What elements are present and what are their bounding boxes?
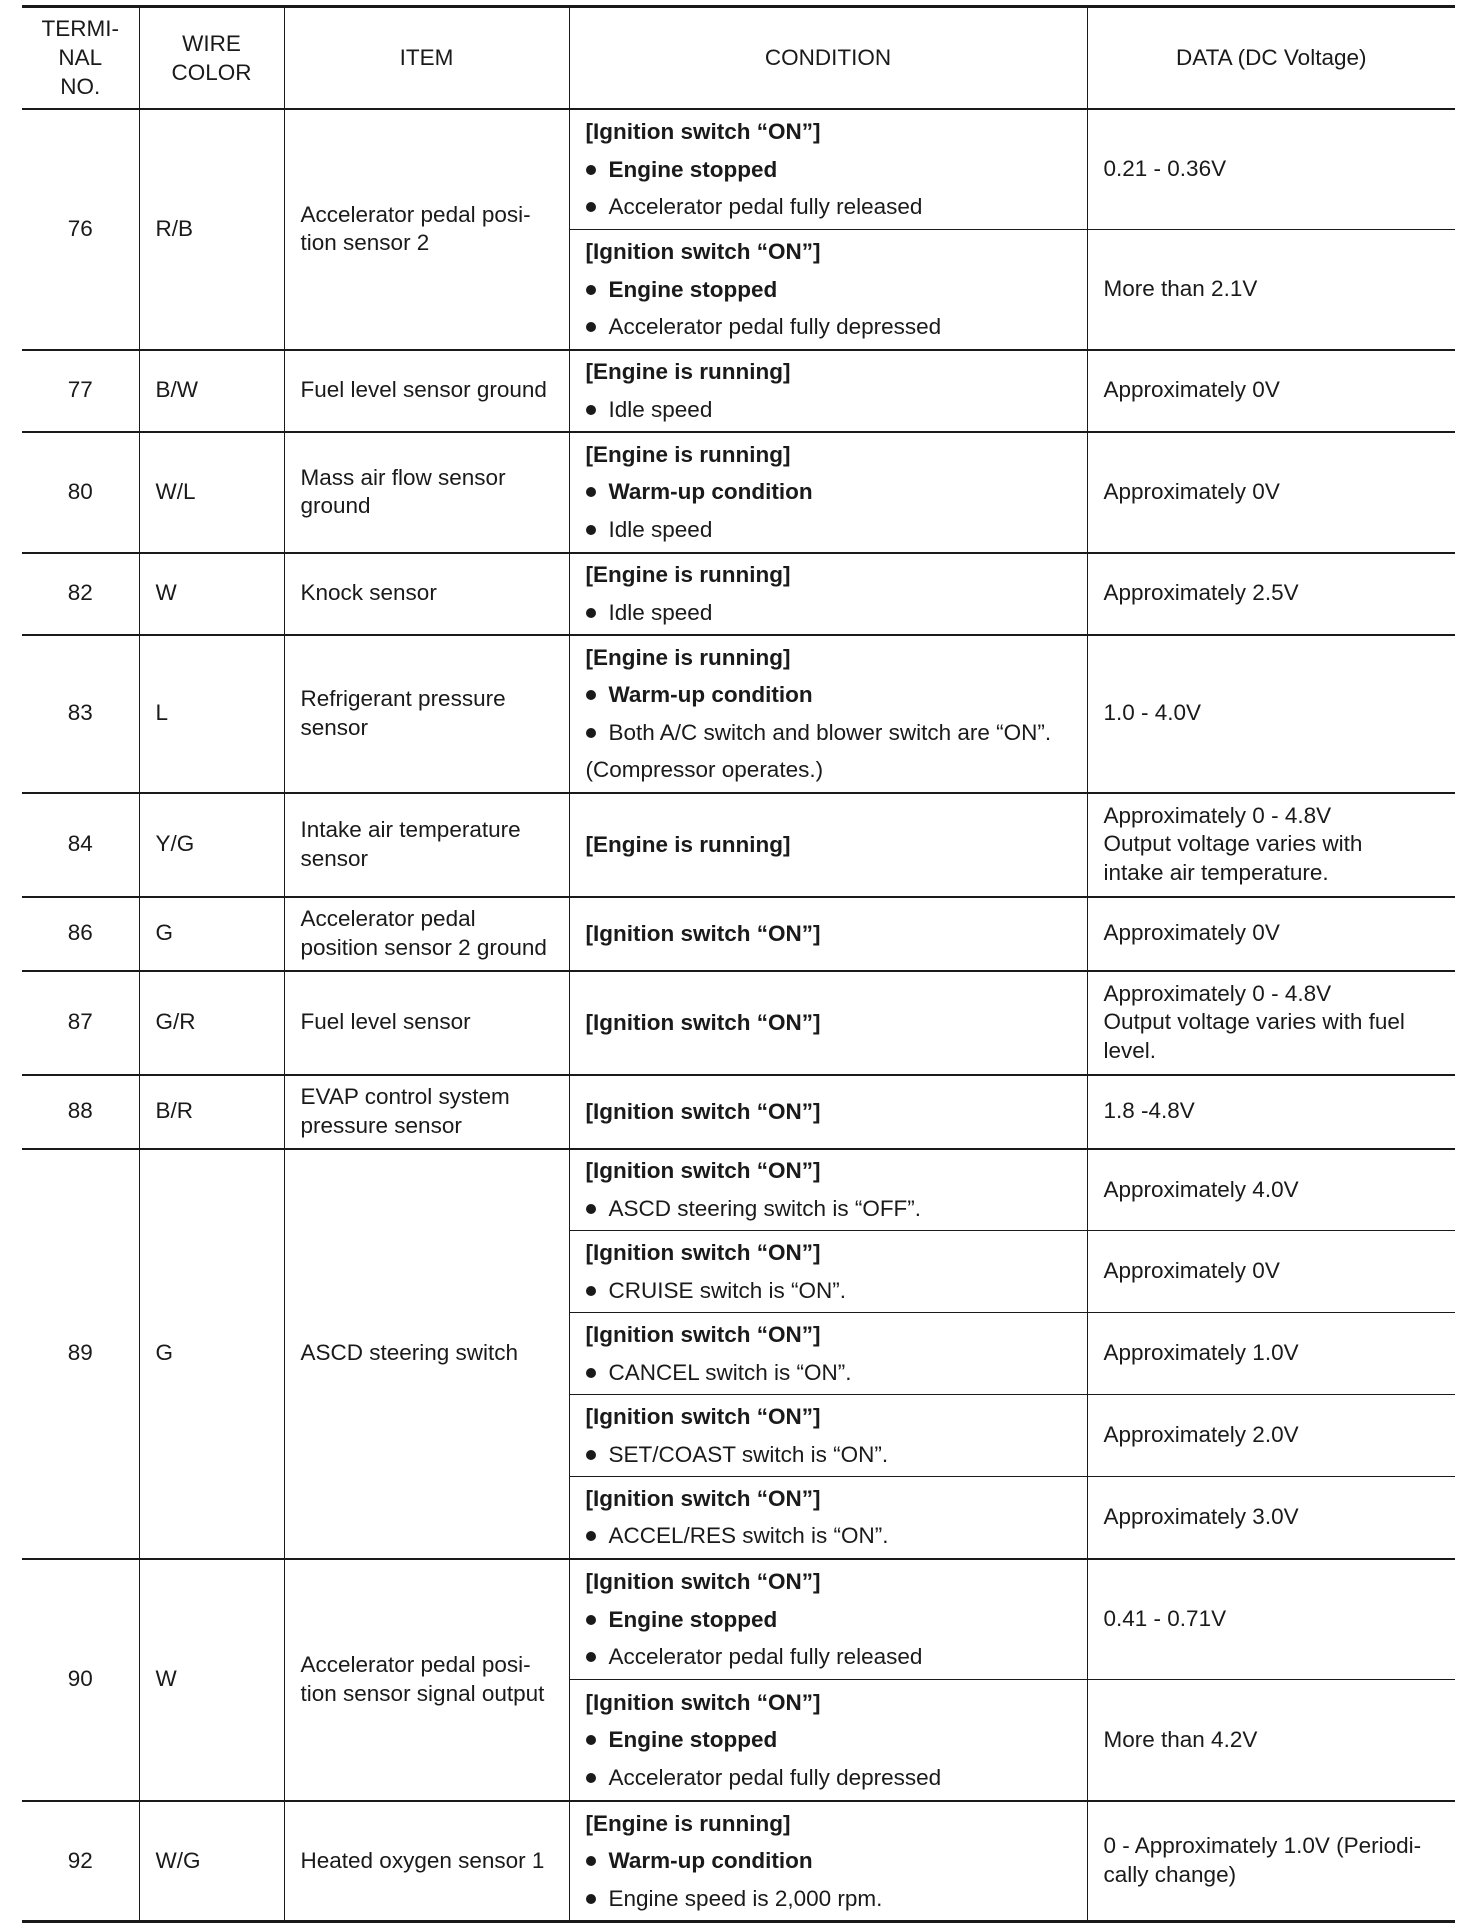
header-item: ITEM [284, 7, 569, 109]
item-line: Mass air flow sensor [300, 464, 506, 490]
bullet-dot-icon [586, 1450, 596, 1460]
item-line: Heated oxygen sensor 1 [300, 1847, 545, 1873]
data-line: Approximately 3.0V [1103, 1504, 1299, 1529]
condition-cell [569, 635, 1087, 793]
item-cell [284, 432, 569, 553]
condition-cell [569, 1313, 1087, 1395]
condition-cell [569, 1231, 1087, 1313]
condition-bullet [586, 1601, 1071, 1639]
item-line: EVAP control system [300, 1084, 510, 1109]
item-cell [284, 350, 569, 432]
condition-text: Warm-up condition [608, 479, 813, 505]
data-line: Approximately 0V [1103, 920, 1280, 946]
condition-text: Engine speed is 2,000 rpm. [608, 1885, 883, 1911]
data-voltage-cell [1087, 1395, 1455, 1477]
condition-cell [569, 1477, 1087, 1559]
table-row [22, 635, 1455, 793]
condition-header: [Ignition switch “ON”] [585, 920, 821, 946]
condition-cell [569, 1395, 1087, 1477]
data-line: cally change) [1103, 1861, 1237, 1887]
data-line: 1.0 - 4.0V [1103, 700, 1202, 726]
condition-bullet [586, 1354, 1071, 1392]
terminal-no-cell: 87 [22, 971, 139, 1075]
condition-text: ACCEL/RES switch is “ON”. [608, 1523, 889, 1549]
condition-text: Warm-up condition [608, 682, 813, 707]
bullet-dot-icon [586, 322, 596, 332]
bullet-dot-icon [586, 165, 596, 175]
condition-text: Both A/C switch and blower switch are “ON”. [608, 719, 1052, 745]
data-line: 1.8 -4.8V [1103, 1098, 1195, 1124]
table-row [22, 897, 1455, 971]
data-voltage-cell [1087, 1075, 1455, 1149]
item-line: ground [300, 493, 371, 518]
terminal-no-cell: 86 [22, 897, 139, 971]
bullet-dot-icon [586, 1856, 596, 1866]
bullet-dot-icon [586, 728, 596, 738]
wire-color-cell: G [139, 897, 284, 971]
data-line: Approximately 2.5V [1103, 580, 1299, 606]
condition-bullet [586, 1880, 1071, 1918]
condition-cell [569, 897, 1087, 971]
condition-cell [569, 1801, 1087, 1922]
data-line: intake air temperature. [1103, 859, 1329, 885]
data-voltage-cell [1087, 1149, 1455, 1231]
condition-cell [569, 793, 1087, 897]
item-line: sensor [300, 714, 369, 740]
table-row [22, 109, 1455, 230]
item-line: tion sensor signal output [300, 1680, 545, 1706]
condition-bullet [586, 188, 1071, 226]
item-cell [284, 635, 569, 793]
header-wire-color: WIRE COLOR [139, 7, 284, 109]
condition-header: [Ignition switch “ON”] [585, 1485, 821, 1511]
wire-color-cell: Y/G [139, 793, 284, 897]
data-voltage-cell [1087, 1231, 1455, 1313]
condition-cell [569, 1680, 1087, 1801]
terminal-no-cell: 92 [22, 1801, 139, 1922]
condition-text: Idle speed [608, 516, 713, 542]
terminal-no-cell: 82 [22, 553, 139, 635]
condition-text: SET/COAST switch is “ON”. [608, 1441, 889, 1467]
item-line: pressure sensor [300, 1112, 462, 1138]
item-line: tion sensor 2 [300, 230, 430, 255]
wire-color-cell: W/G [139, 1801, 284, 1922]
condition-header: [Ignition switch “ON”] [585, 119, 821, 144]
condition-bullet [586, 594, 1071, 632]
data-voltage-cell [1087, 553, 1455, 635]
data-voltage-cell [1087, 109, 1455, 230]
condition-header: [Ignition switch “ON”] [585, 1240, 821, 1265]
table-row [22, 1075, 1455, 1149]
data-voltage-cell [1087, 1477, 1455, 1559]
terminal-no-cell: 90 [22, 1559, 139, 1801]
table-row [22, 350, 1455, 432]
data-line: Approximately 0V [1103, 478, 1280, 504]
wire-color-cell: G/R [139, 971, 284, 1075]
condition-bullet [586, 391, 1071, 429]
condition-cell [569, 350, 1087, 432]
condition-bullet [586, 511, 1071, 549]
bullet-dot-icon [586, 608, 596, 618]
terminal-no-cell: 80 [22, 432, 139, 553]
bullet-dot-icon [586, 525, 596, 535]
terminal-no-cell: 83 [22, 635, 139, 793]
condition-header: [Engine is running] [585, 831, 791, 857]
condition-cell [569, 1075, 1087, 1149]
data-line: Approximately 0V [1103, 377, 1280, 403]
condition-bullet [586, 1436, 1071, 1474]
condition-text: Accelerator pedal fully released [608, 194, 923, 219]
bullet-dot-icon [586, 1204, 596, 1214]
condition-bullet [586, 714, 1071, 752]
bullet-dot-icon [586, 690, 596, 700]
table-row [22, 1149, 1455, 1231]
condition-text: Engine stopped [608, 1727, 778, 1752]
condition-cell [569, 109, 1087, 230]
bullet-dot-icon [586, 1773, 596, 1783]
bullet-dot-icon [586, 1894, 596, 1904]
table-row [22, 1559, 1455, 1680]
bullet-dot-icon [586, 285, 596, 295]
item-cell [284, 1801, 569, 1922]
condition-text: Accelerator pedal fully released [608, 1644, 923, 1669]
terminal-no-cell: 89 [22, 1149, 139, 1559]
data-voltage-cell [1087, 897, 1455, 971]
header-data: DATA (DC Voltage) [1087, 7, 1455, 109]
condition-cell [569, 553, 1087, 635]
condition-bullet [586, 271, 1071, 309]
condition-header: [Engine is running] [585, 441, 791, 467]
data-voltage-cell [1087, 1313, 1455, 1395]
condition-header: [Ignition switch “ON”] [585, 1569, 821, 1594]
data-voltage-cell [1087, 230, 1455, 350]
data-line: 0.21 - 0.36V [1103, 156, 1227, 181]
condition-header: [Ignition switch “ON”] [585, 1158, 821, 1184]
condition-cell [569, 971, 1087, 1075]
condition-note: (Compressor operates.) [585, 757, 824, 782]
condition-bullet [586, 1721, 1071, 1759]
bullet-dot-icon [586, 1652, 596, 1662]
wire-color-cell: B/W [139, 350, 284, 432]
terminal-data-table [22, 5, 1455, 1923]
data-line: More than 4.2V [1103, 1726, 1258, 1752]
wire-color-cell: L [139, 635, 284, 793]
item-line: Fuel level sensor [300, 1009, 471, 1035]
condition-header: [Ignition switch “ON”] [585, 1404, 821, 1429]
data-voltage-cell [1087, 1680, 1455, 1801]
item-cell [284, 1075, 569, 1149]
item-cell [284, 1149, 569, 1559]
condition-cell [569, 230, 1087, 350]
item-cell [284, 897, 569, 971]
bullet-dot-icon [586, 1735, 596, 1745]
data-line: 0.41 - 0.71V [1103, 1606, 1227, 1631]
bullet-dot-icon [586, 1286, 596, 1296]
item-line: Accelerator pedal [300, 906, 476, 931]
terminal-no-cell: 88 [22, 1075, 139, 1149]
condition-header: [Engine is running] [585, 562, 791, 587]
table-row [22, 971, 1455, 1075]
condition-header: [Engine is running] [585, 644, 791, 670]
condition-cell [569, 1559, 1087, 1680]
header-condition: CONDITION [569, 7, 1087, 109]
table-row [22, 1801, 1455, 1922]
wire-color-cell: W [139, 1559, 284, 1801]
wire-color-cell: R/B [139, 109, 284, 350]
condition-cell [569, 1149, 1087, 1231]
condition-text: Accelerator pedal fully depressed [608, 314, 942, 339]
item-cell [284, 793, 569, 897]
table-body [22, 109, 1455, 1922]
item-line: position sensor 2 ground [300, 934, 547, 960]
data-line: Output voltage varies with fuel [1103, 1009, 1405, 1035]
wire-color-cell: W [139, 553, 284, 635]
table-row [22, 793, 1455, 897]
condition-bullet [586, 1759, 1071, 1797]
data-line: Approximately 0 - 4.8V [1103, 980, 1332, 1006]
item-cell [284, 553, 569, 635]
item-line: Intake air temperature [300, 817, 521, 842]
condition-cell [569, 432, 1087, 553]
header-terminal-no: TERMI- NAL NO. [22, 7, 139, 109]
data-voltage-cell [1087, 635, 1455, 793]
data-line: Approximately 0V [1103, 1258, 1280, 1284]
bullet-dot-icon [586, 1531, 596, 1541]
wire-color-cell: B/R [139, 1075, 284, 1149]
table-row [22, 553, 1455, 635]
data-voltage-cell [1087, 432, 1455, 553]
item-line: Knock sensor [300, 580, 437, 606]
condition-text: Engine stopped [608, 276, 778, 302]
bullet-dot-icon [586, 487, 596, 497]
item-line: Accelerator pedal posi- [300, 1652, 531, 1677]
table-row [22, 432, 1455, 553]
condition-text: Idle speed [608, 599, 713, 625]
terminal-no-cell: 84 [22, 793, 139, 897]
condition-bullet [586, 1842, 1071, 1880]
item-cell [284, 109, 569, 350]
data-line: Approximately 2.0V [1103, 1422, 1299, 1448]
data-voltage-cell [1087, 1559, 1455, 1680]
condition-header: [Ignition switch “ON”] [585, 1689, 821, 1715]
item-cell [284, 971, 569, 1075]
condition-text: CANCEL switch is “ON”. [608, 1359, 852, 1385]
bullet-dot-icon [586, 405, 596, 415]
data-line: level. [1103, 1037, 1157, 1063]
condition-text: Idle speed [608, 396, 713, 422]
data-voltage-cell [1087, 971, 1455, 1075]
data-voltage-cell [1087, 350, 1455, 432]
condition-header: [Engine is running] [585, 359, 791, 384]
condition-bullet [586, 308, 1071, 346]
bullet-dot-icon [586, 1615, 596, 1625]
condition-header: [Engine is running] [585, 1810, 791, 1836]
terminal-no-cell: 77 [22, 350, 139, 432]
bullet-dot-icon [586, 202, 596, 212]
condition-header: [Ignition switch “ON”] [585, 1322, 821, 1347]
condition-bullet [586, 676, 1071, 714]
data-voltage-cell [1087, 793, 1455, 897]
condition-text: Engine stopped [608, 1606, 778, 1632]
wire-color-cell: W/L [139, 432, 284, 553]
data-line: Output voltage varies with [1103, 831, 1363, 857]
condition-text: Accelerator pedal fully depressed [608, 1764, 942, 1790]
condition-text: CRUISE switch is “ON”. [608, 1277, 847, 1303]
condition-bullet [586, 151, 1071, 189]
data-line: Approximately 4.0V [1103, 1176, 1299, 1202]
data-line: Approximately 0 - 4.8V [1103, 802, 1332, 828]
condition-header: [Ignition switch “ON”] [585, 239, 821, 264]
item-cell [284, 1559, 569, 1801]
condition-bullet [586, 473, 1071, 511]
wire-color-cell: G [139, 1149, 284, 1559]
condition-text: ASCD steering switch is “OFF”. [608, 1195, 922, 1221]
data-line: More than 2.1V [1103, 276, 1258, 301]
data-voltage-cell [1087, 1801, 1455, 1922]
item-line: Accelerator pedal posi- [300, 201, 531, 227]
condition-bullet [586, 1638, 1071, 1676]
header-row [22, 7, 1455, 109]
item-line: Refrigerant pressure [300, 686, 506, 711]
condition-bullet [586, 1272, 1071, 1310]
condition-bullet [586, 1190, 1071, 1228]
condition-bullet [586, 1517, 1071, 1555]
bullet-dot-icon [586, 1368, 596, 1378]
condition-header: [Ignition switch “ON”] [585, 1098, 821, 1124]
item-line: ASCD steering switch [300, 1340, 519, 1366]
item-line: Fuel level sensor ground [300, 377, 547, 403]
condition-text: Warm-up condition [608, 1848, 813, 1873]
terminal-no-cell: 76 [22, 109, 139, 350]
data-line: Approximately 1.0V [1103, 1340, 1299, 1366]
item-line: sensor [300, 845, 369, 871]
condition-text: Engine stopped [608, 156, 778, 182]
data-line: 0 - Approximately 1.0V (Periodi- [1103, 1833, 1422, 1859]
condition-header: [Ignition switch “ON”] [585, 1009, 821, 1035]
